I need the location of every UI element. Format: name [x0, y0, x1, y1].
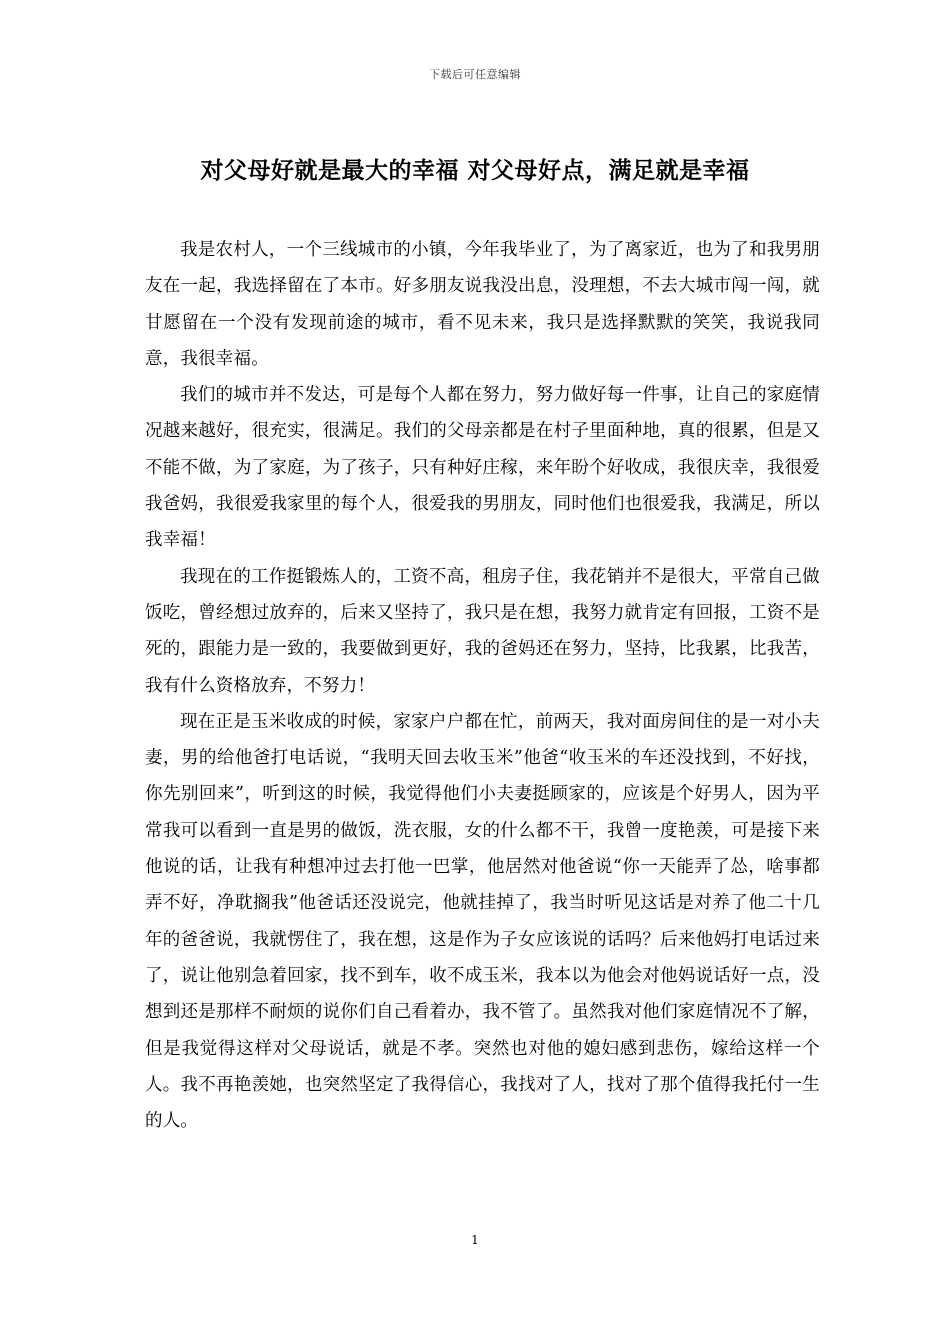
- header-note: 下载后可任意编辑: [429, 68, 521, 81]
- paragraph-1: 我是农村人，一个三线城市的小镇，今年我毕业了，为了离家近，也为了和我男朋友在一起，我选择留在了本市。好多朋友说我没出息，没理想，不去大城市闯一闯，就甘愿留在一个没有发现前途的城市，看不见未来，我只是选择默默的笑笑，我说我同意，我很幸福。: [145, 240, 820, 369]
- page-number: 1: [471, 1233, 479, 1247]
- paragraph-3: 我现在的工作挺锻炼人的，工资不高，租房子住，我花销并不是很大，平常自己做饭吃，曾经想过放弃的，后来又坚持了，我只是在想，我努力就肯定有回报，工资不是死的，跟能力是一致的，我要做到更好，我的爸妈还在努力，坚持，比我累，比我苦，我有什么资格放弃，不努力！: [145, 566, 820, 696]
- document-title: 对父母好就是最大的幸福 对父母好点，满足就是幸福: [200, 157, 750, 184]
- document-body: [145, 232, 820, 1139]
- paragraph-4: 现在正是玉米收成的时候，家家户户都在忙，前两天，我对面房间住的是一对小夫妻，男的给他爸打电话说，“我明天回去收玉米”他爸“收玉米的车还没找到，不好找，你先别回来”，听到这的时候，我觉得他们小夫妻挺顾家的，应该是个好男人，因为平常我可以看到一直是男的做饭，洗衣服，女的什么都不干，我曾一度艳羡，可是接下来他说的话，让我有种想冲过去打他一巴掌，他居然对他爸说“你一天能弄了怂，啥事都弄不好，净耽搁我”他爸话还没说完，他就挂掉了，我当时听见这话是对养了他二十几年的爸爸说，我就愣住了，我在想，这是作为子女应该说的话吗？后来他妈打电话过来了，说让他别急着回家，找不到车，收不成玉米，我本以为他会对他妈说话好一点，没想到还是那样不耐烦的说你们自己看着办，我不管了。虽然我对他们家庭情况不了解，但是我觉得这样对父母说话，就是不孝。突然也对他的媳妇感到悲伤，嫁给这样一个人。我不再艳羡她，也突然坚定了我得信心，我找对了人，找对了那个值得我托付一生的人。: [145, 711, 820, 1132]
- paragraph-2: 我们的城市并不发达，可是每个人都在努力，努力做好每一件事，让自己的家庭情况越来越好，很充实，很满足。我们的父母亲都是在村子里面种地，真的很累，但是又不能不做，为了家庭，为了孩子，只有种好庄稼，来年盼个好收成，我很庆幸，我很爱我爸妈，我很爱我家里的每个人，很爱我的男朋友，同时他们也很爱我，我满足，所以我幸福！: [145, 385, 820, 551]
